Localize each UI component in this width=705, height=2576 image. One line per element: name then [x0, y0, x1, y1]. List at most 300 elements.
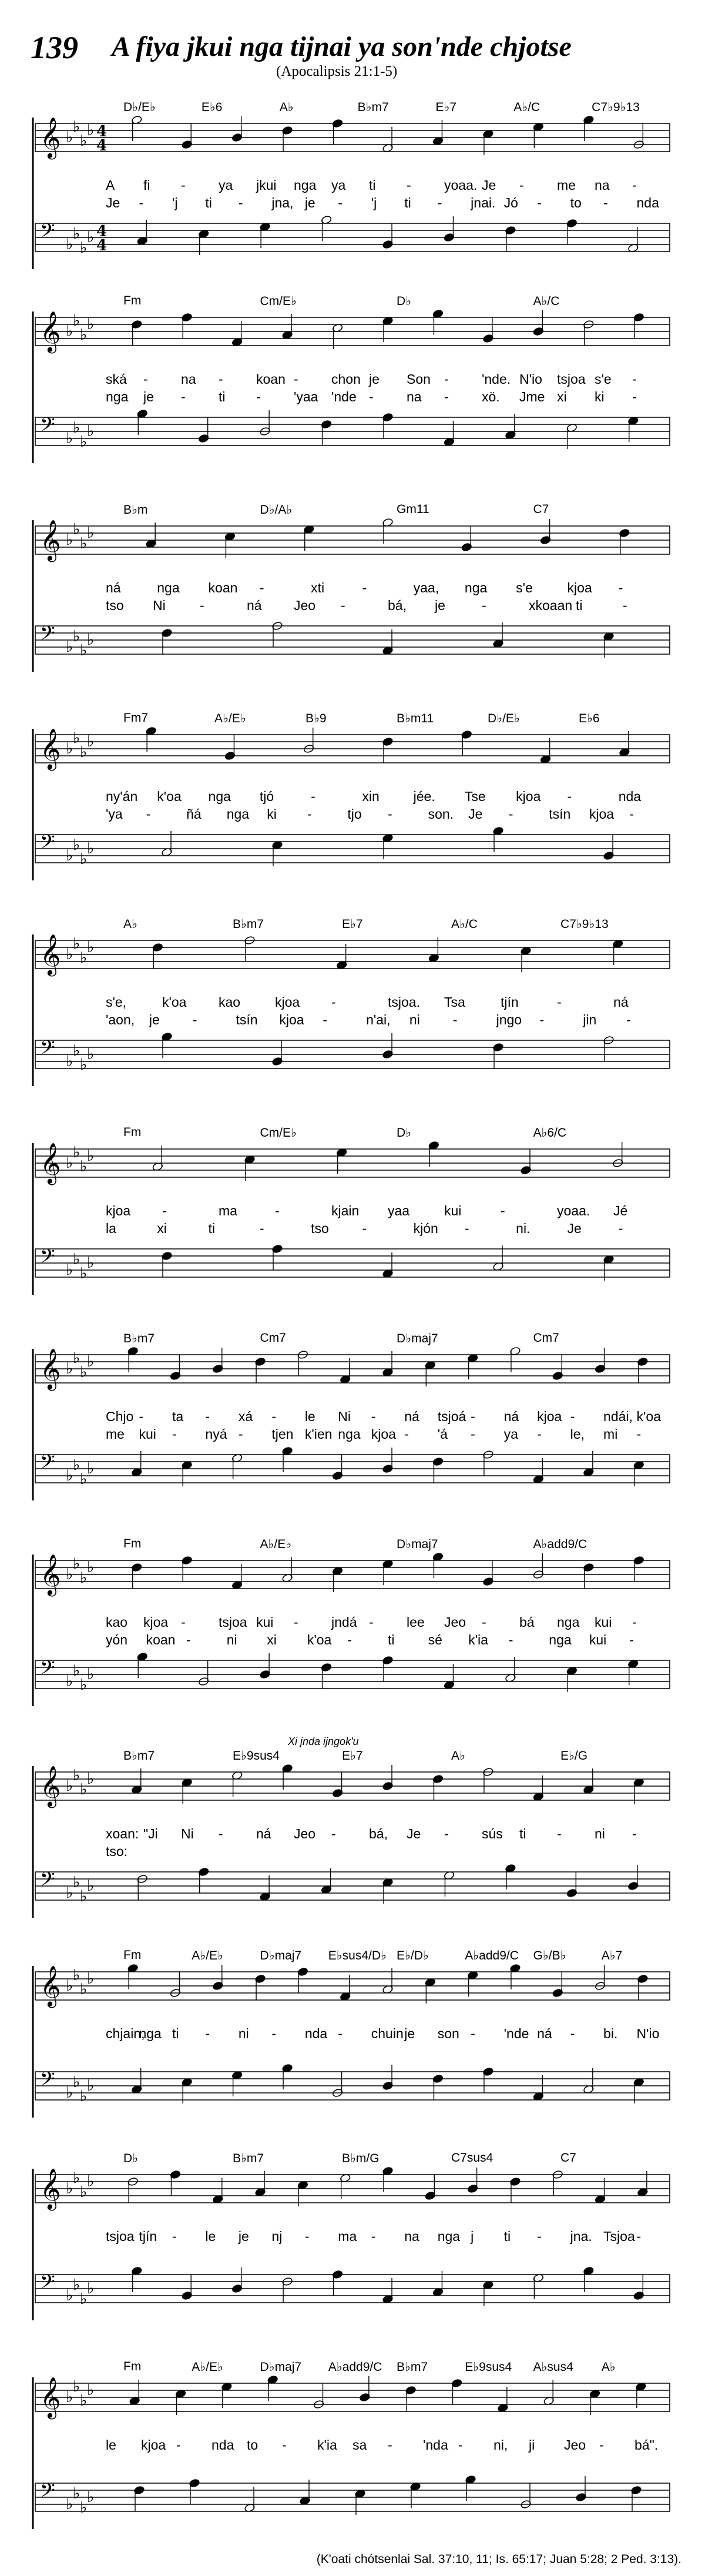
verse1-syllable: na — [404, 2229, 419, 2244]
flat-icon: ♭ — [87, 122, 95, 139]
chord-symbol: A♭ — [123, 917, 137, 931]
verse1-syllable: sús — [482, 1826, 503, 1841]
chord-symbol: B♭9 — [306, 712, 327, 725]
verse1-syllable: tsjoa — [557, 371, 586, 387]
flat-icon: ♭ — [66, 129, 73, 146]
flat-icon: ♭ — [73, 1042, 80, 1060]
verse2-syllable: je — [143, 389, 154, 404]
bass-notes — [162, 1244, 615, 1281]
verse1-syllable: - — [331, 994, 336, 1010]
verse1-syllable: k'oa — [636, 1409, 661, 1424]
flat-icon: ♭ — [80, 239, 88, 257]
verse1-syllable: tsjoa — [106, 2229, 135, 2244]
flat-icon: ♭ — [66, 740, 73, 758]
chord-symbol: Fm — [123, 2360, 142, 2373]
verse1-syllable: je — [369, 371, 380, 387]
verse1-syllable: - — [632, 1614, 637, 1630]
verse1-syllable: tjín — [501, 994, 519, 1010]
chord-symbol: A♭/E♭ — [192, 2360, 223, 2374]
verse1-syllable: - — [471, 2026, 475, 2041]
verse1-syllable: nga — [139, 2026, 162, 2041]
verse2-syllable: - — [537, 1426, 542, 1442]
flat-icon: ♭ — [73, 1456, 80, 1474]
verse2-syllable: - — [181, 389, 186, 404]
verse1-syllable: ni — [238, 2026, 249, 2041]
verse2-syllable: - — [238, 195, 243, 210]
music-system — [0, 2336, 705, 2530]
bass-clef-icon: 𝄢 — [40, 1868, 55, 1895]
verse2-syllable: - — [539, 1012, 545, 1027]
verse2-syllable: - — [139, 195, 144, 210]
verse2-syllable: 'j — [371, 195, 377, 210]
music-system — [0, 1308, 705, 1502]
flat-icon: ♭ — [80, 2290, 88, 2308]
flat-icon: ♭ — [80, 1470, 88, 1488]
bass-clef-icon: 𝄢 — [40, 2068, 55, 2095]
verse1-syllable: ná — [404, 1409, 419, 1424]
time-signature: 4 — [96, 137, 108, 155]
verse1-syllable: tsjoá — [437, 1409, 466, 1424]
verse1-syllable: tsjoa — [219, 1614, 247, 1630]
verse1-syllable: jkui — [256, 177, 277, 193]
verse1-syllable: ndái, — [603, 1409, 633, 1424]
verse2-syllable: - — [444, 389, 449, 404]
verse1-syllable: Jeo — [294, 1826, 316, 1841]
verse1-syllable: kjoa — [141, 2437, 166, 2453]
chord-symbol: Fm — [123, 294, 142, 307]
flat-icon: ♭ — [66, 946, 73, 963]
verse1-syllable: - — [388, 2437, 392, 2453]
flat-icon: ♭ — [66, 1884, 73, 1902]
verse1-syllable: ná — [613, 994, 629, 1010]
verse1-syllable: - — [143, 371, 148, 387]
verse2-syllable: koan — [146, 1632, 176, 1647]
verse1-syllable: s'e, — [106, 994, 127, 1010]
verse1-syllable: ya — [219, 177, 233, 193]
verse2-syllable: Jó — [503, 195, 518, 210]
verse1-syllable: bá, — [369, 1826, 388, 1841]
verse2-syllable: n'ai, — [366, 1012, 391, 1027]
staff-system-svg — [0, 1925, 705, 2119]
verse1-syllable: - — [162, 1203, 167, 1218]
chord-symbol: D♭ — [123, 2152, 139, 2165]
treble-notes — [129, 2375, 646, 2415]
verse2-syllable: je — [304, 195, 315, 210]
verse2-syllable: - — [404, 1426, 409, 1442]
verse1-syllable: xá — [238, 1409, 253, 1424]
verse1-syllable: ná — [537, 2026, 552, 2041]
verse2-syllable: ti — [205, 195, 212, 210]
flat-icon: ♭ — [80, 326, 88, 344]
chord-symbol: C7♭9♭13 — [560, 917, 609, 931]
treble-clef-icon: 𝄞 — [40, 117, 61, 158]
flat-icon: ♭ — [87, 2280, 95, 2297]
verse2-syllable: le, — [570, 1426, 585, 1442]
footnote: (K'oati chótsenlai Sal. 37:10, 11; Is. 65:17; Juan 5:28; 2 Ped. 3:13). — [316, 2552, 682, 2566]
flat-icon: ♭ — [87, 1147, 95, 1165]
verse2-syllable: - — [186, 1632, 191, 1647]
verse1-syllable: Chjo — [106, 1409, 134, 1424]
verse2-syllable: - — [629, 1632, 634, 1647]
verse1-syllable: le — [304, 1409, 315, 1424]
verse1-syllable: - — [181, 177, 186, 193]
flat-icon: ♭ — [80, 433, 88, 451]
verse1-syllable: ti — [172, 2026, 179, 2041]
bass-clef-icon: 𝄢 — [40, 831, 55, 858]
verse2-syllable: jna, — [271, 195, 294, 210]
flat-icon: ♭ — [73, 1967, 80, 1984]
flat-icon: ♭ — [66, 430, 73, 447]
verse1-syllable: Je — [482, 177, 496, 193]
verse2-syllable: 'j — [172, 195, 178, 210]
verse2-syllable: - — [192, 1012, 197, 1027]
verse1-syllable: - — [271, 2026, 277, 2041]
treble-staff — [35, 2377, 670, 2419]
verse2-syllable: me — [106, 1426, 125, 1442]
bass-notes — [162, 826, 615, 866]
treble-notes — [127, 1346, 648, 1386]
verse1-syllable: chjain, — [106, 2026, 145, 2041]
treble-notes — [127, 1964, 648, 2004]
chord-symbol: Fm — [123, 1537, 142, 1550]
staff-system-svg — [0, 479, 705, 673]
flat-icon: ♭ — [87, 1877, 95, 1895]
flat-icon: ♭ — [73, 1555, 80, 1573]
staff-system-svg — [0, 1308, 705, 1502]
chord-symbol: D♭maj7 — [260, 1949, 302, 1962]
verse1-syllable: - — [557, 994, 562, 1010]
verse1-syllable: - — [362, 580, 367, 595]
chord-symbol: Fm7 — [123, 711, 148, 725]
chord-symbol: C7sus4 — [451, 2151, 494, 2165]
verse2-syllable: - — [632, 389, 637, 404]
verse1-syllable: nga — [294, 177, 317, 193]
verse2-syllable: - — [471, 1426, 475, 1442]
flat-icon: ♭ — [66, 2287, 73, 2304]
verse1-syllable: ma — [219, 1203, 237, 1218]
flat-icon: ♭ — [80, 642, 88, 659]
bass-clef-icon: 𝄢 — [40, 1245, 55, 1272]
verse1-syllable: - — [181, 1614, 186, 1630]
flat-icon: ♭ — [66, 1467, 73, 1485]
verse1-syllable: j — [471, 2229, 474, 2244]
chord-symbol: D♭maj7 — [397, 1537, 438, 1551]
treble-clef-icon: 𝄞 — [40, 1554, 61, 1595]
verse1-syllable: tsjoa. — [388, 994, 420, 1010]
verse1-syllable: Je — [407, 1826, 421, 1841]
flat-icon: ♭ — [80, 2392, 88, 2410]
verse1-syllable: k'oa — [157, 789, 182, 804]
verse2-syllable: - — [388, 806, 392, 822]
hymn-number: 139 — [31, 30, 78, 65]
verse1-syllable: koan — [208, 580, 238, 595]
verse2-syllable: yón — [106, 1632, 128, 1647]
staff-system-svg — [0, 270, 705, 464]
verse1-syllable: to — [247, 2437, 258, 2453]
flat-icon: ♭ — [80, 1888, 88, 1905]
performance-annotation: Xi jnda ijngok'u — [288, 1736, 359, 1747]
chord-symbol: A♭/C — [513, 101, 540, 114]
bass-staff — [35, 2480, 670, 2517]
chord-symbol: C7♭9♭13 — [592, 101, 640, 114]
verse1-syllable: kao — [106, 1614, 128, 1630]
music-system — [0, 270, 705, 464]
verse2-syllable: tjen — [271, 1426, 294, 1442]
verse2-syllable: Jme — [519, 389, 545, 404]
treble-clef-icon: 𝄞 — [40, 1965, 61, 2006]
music-system — [0, 1925, 705, 2119]
verse1-syllable: - — [407, 177, 411, 193]
verse1-syllable: bá". — [634, 2437, 659, 2453]
hymn-title: A fiya jkui nga tijnai ya son'nde chjotse — [112, 31, 572, 62]
verse2-syllable: nyá — [205, 1426, 227, 1442]
verse1-syllable: - — [519, 177, 524, 193]
verse2-syllable: ti — [576, 598, 583, 613]
chord-symbol: Cm7 — [533, 1331, 559, 1345]
bass-notes — [137, 1652, 639, 1692]
chord-symbol: A♭7 — [601, 1949, 623, 1962]
chord-symbol: B♭m11 — [397, 712, 434, 725]
staff-system-svg — [0, 2336, 705, 2530]
verse2-syllable: bá, — [388, 598, 407, 613]
verse1-syllable: nga — [208, 789, 231, 804]
verse2-syllable: k'ia — [468, 1632, 488, 1647]
verse2-syllable: tsín — [549, 806, 571, 822]
verse1-syllable: yoaa. — [557, 1203, 590, 1218]
verse1-syllable: - — [599, 2437, 604, 2453]
flat-icon: ♭ — [73, 1349, 80, 1367]
verse2-syllable: - — [629, 806, 634, 822]
verse1-syllable: kjoa — [143, 1614, 169, 1630]
verse2-syllable: ti — [388, 1632, 395, 1647]
verse1-syllable: chon — [331, 371, 361, 387]
verse1-syllable: - — [537, 2229, 542, 2244]
flat-icon: ♭ — [87, 939, 95, 956]
flat-icon: ♭ — [66, 1777, 73, 1795]
chord-symbol: B♭m — [123, 503, 148, 517]
verse1-syllable: - — [471, 1409, 475, 1424]
treble-clef-icon: 𝄞 — [40, 1348, 61, 1389]
chord-symbol: E♭/G — [560, 1749, 588, 1763]
verse1-syllable: tjín — [139, 2229, 157, 2244]
chord-symbol: B♭m7 — [123, 1332, 155, 1345]
verse2-syllable: - — [452, 1012, 458, 1027]
verse1-syllable: kjoa — [567, 580, 592, 595]
verse1-syllable: kao — [219, 994, 241, 1010]
verse1-syllable: sa — [352, 2437, 367, 2453]
time-signature: 4 — [96, 223, 108, 240]
verse1-syllable: nda — [304, 2026, 328, 2041]
flat-icon: ♭ — [87, 733, 95, 751]
verse1-syllable: na — [181, 371, 196, 387]
chord-symbol: B♭m7 — [123, 1749, 155, 1763]
verse2-syllable: - — [307, 806, 312, 822]
flat-icon: ♭ — [87, 1254, 95, 1272]
treble-notes — [146, 518, 630, 558]
music-system — [0, 76, 705, 270]
verse1-syllable: ti — [503, 2229, 511, 2244]
verse2-syllable: - — [200, 598, 204, 613]
verse2-syllable: jngo — [496, 1012, 522, 1027]
treble-staff — [35, 117, 670, 159]
bass-notes — [131, 2266, 644, 2306]
verse1-syllable: yoaa. — [444, 177, 478, 193]
verse1-syllable: - — [259, 580, 264, 595]
verse1-syllable: - — [205, 2026, 210, 2041]
music-system — [0, 1102, 705, 1296]
treble-staff — [35, 1766, 670, 1808]
flat-icon: ♭ — [87, 1770, 95, 1788]
verse2-syllable: ni — [409, 1012, 420, 1027]
verse1-syllable: ná — [256, 1826, 271, 1841]
treble-staff — [35, 311, 670, 353]
treble-notes — [152, 936, 623, 972]
treble-staff — [35, 728, 670, 771]
treble-clef-icon: 𝄞 — [40, 1143, 61, 1184]
verse1-syllable: s'e — [516, 580, 533, 595]
verse1-syllable: Ni — [181, 1826, 194, 1841]
flat-icon: ♭ — [66, 2180, 73, 2198]
verse2-syllable: kjoa — [371, 1426, 396, 1442]
verse1-syllable: kui — [256, 1614, 274, 1630]
verse1-syllable: s'e — [595, 371, 612, 387]
verse2-syllable: 'ya — [106, 806, 123, 822]
verse1-syllable: - — [557, 1826, 562, 1841]
verse1-syllable: xin — [362, 789, 380, 804]
flat-icon: ♭ — [80, 1364, 88, 1381]
verse1-syllable: kjoa — [537, 1409, 562, 1424]
verse2-syllable: tso — [106, 598, 124, 613]
music-system — [0, 1513, 705, 1707]
chord-symbol: D♭/A♭ — [260, 503, 293, 517]
verse1-syllable: Jeo — [564, 2437, 586, 2453]
flat-icon: ♭ — [73, 521, 80, 538]
verse1-syllable: k'ia — [317, 2437, 337, 2453]
verse2-syllable: ti — [219, 389, 226, 404]
treble-staff — [35, 520, 670, 562]
chord-symbol: A♭/C — [533, 294, 560, 308]
verse1-syllable: N'io — [519, 371, 542, 387]
bass-staff — [35, 1245, 670, 1282]
verse2-syllable: jnai. — [471, 195, 496, 210]
verse2-syllable: tso — [311, 1221, 329, 1236]
flat-icon: ♭ — [80, 2183, 88, 2201]
flat-icon: ♭ — [66, 638, 73, 656]
bass-clef-icon: 𝄢 — [40, 414, 55, 441]
flat-icon: ♭ — [66, 1154, 73, 1172]
chord-symbol: A♭ — [601, 2360, 616, 2374]
verse2-syllable: na — [407, 389, 422, 404]
flat-icon: ♭ — [87, 1460, 95, 1478]
music-system — [0, 2128, 705, 2322]
verse2-syllable: - — [618, 1221, 623, 1236]
chord-symbol: A♭6/C — [533, 1126, 567, 1140]
flat-icon: ♭ — [87, 840, 95, 857]
staff-system-svg — [0, 76, 705, 270]
flat-icon: ♭ — [73, 225, 80, 243]
bass-notes — [137, 1864, 639, 1904]
flat-icon: ♭ — [66, 2389, 73, 2406]
verse2-syllable: - — [256, 389, 261, 404]
verse1-syllable: nga — [464, 580, 488, 595]
verse1-syllable: xoan: — [106, 1826, 139, 1841]
verse2-syllable: ki — [267, 806, 277, 822]
verse1-syllable: - — [636, 2229, 642, 2244]
bass-staff — [35, 1868, 670, 1905]
verse1-syllable: ni, — [494, 2437, 508, 2453]
flat-icon: ♭ — [87, 2381, 95, 2399]
verse1-syllable: kjain — [331, 1203, 360, 1218]
bass-clef-icon: 𝄢 — [40, 1451, 55, 1478]
verse2-syllable: - — [338, 195, 343, 210]
flat-icon: ♭ — [73, 2169, 80, 2187]
flat-icon: ♭ — [87, 1970, 95, 1988]
bass-notes — [137, 409, 639, 449]
chord-symbol: A♭/E♭ — [260, 1537, 292, 1551]
verse1-syllable: 'nda — [423, 2437, 448, 2453]
bass-staff — [35, 622, 670, 659]
chord-symbol: D♭maj7 — [260, 2360, 302, 2374]
chord-symbol: G♭/B♭ — [533, 1949, 566, 1962]
verse1-syllable: tjó — [259, 789, 274, 804]
flat-icon: ♭ — [73, 2378, 80, 2396]
verse1-syllable: yaa — [388, 1203, 410, 1218]
time-signature: 4 — [96, 237, 108, 254]
music-system — [0, 688, 705, 882]
bass-clef-icon: 𝄢 — [40, 2271, 55, 2298]
bass-staff — [35, 831, 670, 868]
flat-icon: ♭ — [66, 847, 73, 865]
flat-icon: ♭ — [66, 2495, 73, 2513]
chord-symbol: D♭/E♭ — [488, 712, 520, 725]
verse1-syllable: - — [618, 580, 623, 595]
chord-symbol: E♭7 — [435, 101, 457, 114]
flat-icon: ♭ — [73, 419, 80, 437]
verse1-syllable: - — [139, 1409, 144, 1424]
verse1-syllable: jndá — [331, 1614, 357, 1630]
flat-icon: ♭ — [87, 1559, 95, 1576]
chord-symbol: Cm7 — [260, 1331, 286, 1345]
verse2-syllable: nga — [549, 1632, 572, 1647]
flat-icon: ♭ — [66, 1360, 73, 1378]
chord-symbol: A♭add9/C — [465, 1949, 519, 1962]
flat-icon: ♭ — [87, 1666, 95, 1683]
verse1-syllable: kui — [595, 1614, 612, 1630]
verse1-syllable: - — [567, 789, 572, 804]
verse1-syllable: chuin — [371, 2026, 404, 2041]
verse1-syllable: yaa, — [413, 580, 439, 595]
flat-icon: ♭ — [73, 2485, 80, 2503]
verse2-syllable: - — [259, 1221, 264, 1236]
verse1-syllable: - — [219, 1826, 223, 1841]
chord-symbol: E♭6 — [201, 101, 223, 114]
verse1-syllable: koan — [256, 371, 286, 387]
verse2-syllable: ya — [503, 1426, 518, 1442]
verse1-syllable: - — [311, 789, 315, 804]
verse2-syllable: kjón — [413, 1221, 438, 1236]
verse2-syllable: kjoa — [589, 806, 615, 822]
verse1-syllable: - — [294, 1614, 298, 1630]
bass-notes — [162, 621, 615, 658]
treble-notes — [131, 1764, 644, 1804]
flat-icon: ♭ — [80, 2499, 88, 2517]
verse2-syllable: nga — [338, 1426, 361, 1442]
verse1-syllable: ni — [595, 1826, 605, 1841]
chord-symbol: D♭/E♭ — [123, 101, 156, 114]
verse1-syllable: Tse — [464, 789, 486, 804]
verse2-syllable: xi — [267, 1632, 277, 1647]
chord-symbol: A♭/E♭ — [192, 1949, 223, 1962]
